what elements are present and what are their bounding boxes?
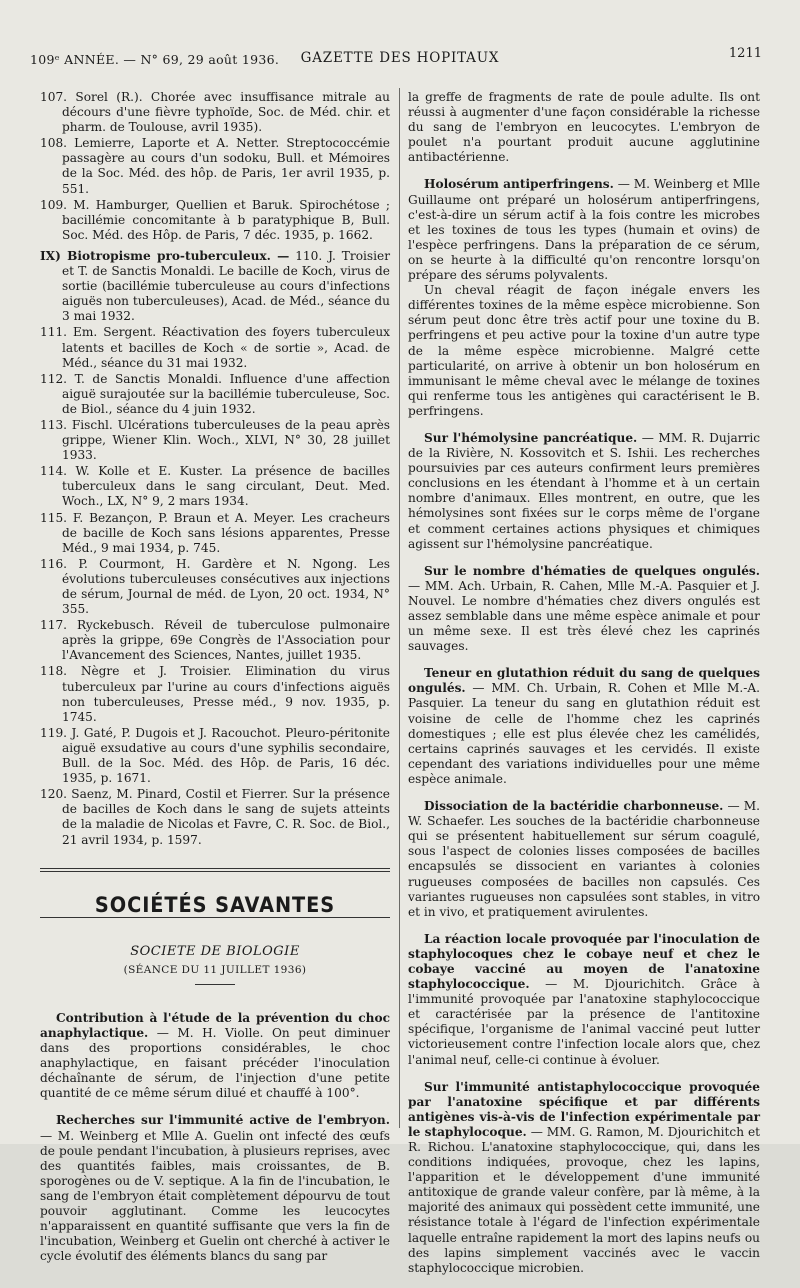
reference-item: 116. P. Courmont, H. Gardère et N. Ngong. Les évolutions tuberculeuses consécutives aux injections de sérum, Journal de méd. de Lyon, 20 oct. 1934, N° 355.	[40, 556, 390, 617]
reference-list-b	[40, 325, 390, 847]
section-title: SOCIÉTÉS SAVANTES	[94, 892, 336, 917]
abstract-paragraph	[408, 564, 760, 655]
abstract-paragraph	[408, 90, 760, 165]
reference-item: 113. Fischl. Ulcérations tuberculeuses de la peau après grippe, Wiener Klin. Woch., XLVI, N° 30, 28 juillet 1933.	[40, 417, 390, 463]
abstract-title: Sur l'hémolysine pancréatique.	[424, 430, 638, 445]
abstract-text: — MM. Ch. Urbain, R. Cohen et Mlle M.-A. Pasquier. La teneur du sang en glutathion réduit est voisine de celle de l'homme chez les caprinés domestiques ; elle est plus élevée chez les camélidés, certains caprinés sauvages et les cervidés. Il existe cependant des variations individuelles pour une même espèce animale.	[408, 681, 760, 786]
seance-date: (SÉANCE DU 11 JUILLET 1936)	[123, 963, 307, 976]
page-header	[30, 42, 770, 72]
column-divider	[399, 88, 400, 1128]
abstract-title: Teneur en glutathion réduit du sang de quelques ongulés.	[408, 666, 760, 696]
abstract-paragraph	[408, 932, 760, 1068]
abstract-text: — M. Weinberg et Mlle Guillaume ont préparé un holosérum antiperfringens, c'est-à-dire un sérum actif à la fois contre les microbes et les toxines de tous les types (humain et ovins) de l'espèce perfringens. Dans la préparation de ce sérum, on se heurte à la difficulté qu'on rencontre lorsqu'on prépare des sérums polyvalents.	[408, 177, 760, 283]
abstract-text: — M. H. Violle. On peut diminuer dans des proportions considérables, le choc anaphylactique, en faisant précéder l'inoculation déchaînante de sérum, de l'injection d'une petite quantité de ce même sérum dilué et chauffé à 100°.	[40, 1025, 390, 1101]
reference-item: 114. W. Kolle et E. Kuster. La présence de bacilles tuberculeux dans le sang circulant, Deut. Med. Woch., LX, N° 9, 2 mars 1934.	[40, 464, 390, 509]
abstract-paragraph	[408, 1080, 760, 1276]
abstract-text: — MM. Ach. Urbain, R. Cahen, Mlle M.-A. Pasquier et J. Nouvel. Le nombre d'hématies chez divers ongulés est assez semblable dans une même espèce animale et pour un même sexe. Il est très élevé chez les caprinés sauvages.	[408, 578, 760, 654]
abstract-title: Dissociation de la bactéridie charbonneuse.	[424, 799, 724, 814]
reference-item: 118. Nègre et J. Troisier. Elimination du virus tuberculeux par l'urine au cours d'infections aiguës non tuberculeuses, Presse méd., 9 nov. 1935, p. 1745.	[40, 664, 390, 724]
abstract-paragraph	[408, 799, 760, 920]
abstract-title: Contribution à l'étude de la prévention du choc anaphylactique.	[40, 1010, 390, 1040]
abstract-title: Sur le nombre d'hématies de quelques ongulés.	[424, 563, 760, 578]
reference-item: 119. J. Gaté, P. Dugois et J. Racouchot. Pleuro-péritonite aiguë exsudative au cours d'une syphilis secondaire, Bull. de la Soc. Méd. des Hôp. de Paris, 16 déc. 1935, p. 1671.	[40, 725, 390, 786]
society-name: SOCIETE DE BIOLOGIE	[130, 943, 300, 959]
abstract-paragraph	[40, 1011, 390, 1102]
reference-item: 111. Em. Sergent. Réactivation des foyers tuberculeux latents et bacilles de Koch « de sortie », Acad. de Méd., séance du 31 mai 1932.	[40, 325, 390, 370]
reference-item: 107. Sorel (R.). Chorée avec insuffisance mitrale au décours d'une fièvre typhoïde, Soc. de Méd. chir. et pharm. de Toulouse, avril 1935).	[40, 90, 390, 135]
right-column	[408, 90, 760, 1288]
left-column	[40, 90, 390, 1276]
reference-item: 120. Saenz, M. Pinard, Costil et Fierrer. Sur la présence de bacilles de Koch dans le sang de sujets atteints de la maladie de Nicolas et Favre, C. R. Soc. de Biol., 21 avril 1934, p. 1597.	[40, 787, 390, 847]
abstract-title: Recherches sur l'immunité active de l'embryon.	[56, 1113, 390, 1128]
reference-item: 108. Lemierre, Laporte et A. Netter. Streptococcémie passagère au cours d'un sodoku, Bull. et Mémoires de la Soc. Méd. des hôp. de Paris, 1er avril 1935, p. 551.	[40, 136, 390, 196]
abstract-text: — M. Djourichitch. Grâce à l'immunité provoquée par l'anatoxine staphylococcique et caractérisée par la présence de l'antitoxine spécifique, l'organisme de l'animal vacciné peut lutter victorieusement contre l'infection locale alors que, chez l'animal neuf, celle-ci continue à évoluer.	[408, 977, 760, 1067]
reference-item: 109. M. Hamburger, Quellien et Baruk. Spirochétose ; bacillémie concomitante à b paratyphique B, Bull. Soc. Méd. des Hôp. de Paris, 7 déc. 1935, p. 1662.	[40, 197, 390, 242]
page-number: 1211	[728, 46, 762, 61]
double-rule	[40, 868, 390, 872]
abstract-text: — M. W. Schaefer. Les souches de la bactéridie charbonneuse qui se présentent habituellement sur sérum coagulé, sous l'aspect de colonies lisses composées de bacilles encapsulés se dissocient en variantes à colonies rugueuses composées de bacilles non capsulés. Ces variantes rugueuses non capsulées sont stables, in vitro et in vivo, et pratiquement avirulentes.	[408, 799, 760, 919]
reference-item: 115. F. Bezançon, P. Braun et A. Meyer. Les cracheurs de bacille de Koch sans lésions apparentes, Presse Méd., 9 mai 1934, p. 745.	[40, 510, 390, 555]
abstract-text: la greffe de fragments de rate de poule adulte. Ils ont réussi à augmenter d'une façon considérable la richesse du sang de l'embryon en leucocytes. L'embryon de poulet n'a pourtant produit aucune agglutinine antibactérienne.	[408, 90, 760, 165]
abstract-text: — MM. G. Ramon, M. Djourichitch et R. Richou. L'anatoxine staphylococcique, qui, dans les conditions indiquées, provoque, chez les lapins, l'apparition et le développement d'une immunité antitoxique de grande valeur confère, par là même, à la majorité des animaux qui possèdent cette immunité, une résistance totale à l'égard de l'infection expérimentale laquelle entraîne rapidement la mort des lapins neufs ou des lapins simplement vaccinés avec le vaccin staphylococcique microbien.	[408, 1124, 761, 1275]
reference-item: 117. Ryckebusch. Réveil de tuberculose pulmonaire après la grippe, 69e Congrès de l'Association pour l'Avancement des Sciences, Nantes, juillet 1935.	[40, 618, 390, 663]
abstract-paragraph	[408, 666, 760, 787]
abstract-paragraph	[408, 177, 760, 283]
section-ix-title: IX) Biotropisme pro-tuberculeux. —	[40, 248, 290, 263]
abstract-paragraph	[408, 283, 760, 419]
reference-item: 112. T. de Sanctis Monaldi. Influence d'une affection aiguë surajoutée sur la bacillémie tuberculeuse, Soc. de Biol., séance du 4 juin 1932.	[40, 371, 390, 416]
abstract-title: Sur l'immunité antistaphylococcique provoquée par l'anatoxine spécifique et par différents antigènes vis-à-vis de l'infection expérimentale par le staphylocoque.	[408, 1079, 760, 1139]
abstract-text: — MM. R. Dujarric de la Rivière, N. Kossovitch et S. Ishii. Les recherches poursuivies par ces auteurs confirment leurs premières conclusions en les étendant à l'homme et à un certain nombre d'animaux. Elles montrent, en outre, que les hémolysines sont fixées sur le corps même de l'organe et comment certaines actions physiques et chimiques agissent sur l'hémolysine pancréatique.	[408, 430, 760, 551]
issue-info: 109ᵉ ANNÉE. — N° 69, 29 août 1936.	[30, 52, 280, 67]
title-rule	[40, 917, 390, 918]
abstract-text: Un cheval réagit de façon inégale envers les différentes toxines de la même espèce microbienne. Son sérum peut donc être très actif pour une toxine du B. perfringens et peu active pour la toxine d'un autre type de la même espèce microbienne. Malgré cette particularité, on arrive à obtenir un bon holosérum en immunisant le même cheval avec le mélange de toxines qui renferme tous les antigènes qui caractérisent le B. perfringens.	[408, 283, 760, 418]
abstract-title: Holosérum antiperfringens.	[424, 177, 614, 192]
reference-list-a	[40, 90, 390, 243]
abstract-paragraph	[40, 1113, 390, 1264]
section-ix-text: 110. J. Troisier et T. de Sanctis Monaldi. Le bacille de Koch, virus de sortie (bacillémie tuberculeuse au cours d'infections aiguës non tuberculeuses), Acad. de Méd., séance du 3 mai 1932.	[62, 248, 390, 324]
short-rule	[195, 984, 235, 985]
abstract-title: La réaction locale provoquée par l'inoculation de staphylocoques chez le cobaye neuf et chez le cobaye vacciné au moyen de l'anatoxine staphylococcique.	[408, 931, 760, 992]
section-ix	[40, 249, 390, 324]
journal-title: GAZETTE DES HOPITAUX	[300, 50, 500, 66]
abstract-text: — M. Weinberg et Mlle A. Guelin ont infecté des œufs de poule pendant l'incubation, à plusieurs reprises, avec des quantités faibles, mais croissantes, de B. sporogènes ou de V. septique. A la fin de l'incubation, le sang de l'embryon était complètement dépourvu de tout pouvoir agglutinant. Comme les leucocytes n'apparaissent en quantité suffisante que vers la fin de l'incubation, Weinberg et Guelin ont cherché à activer le cycle évolutif des éléments blancs du sang par	[40, 1128, 390, 1264]
abstract-paragraph	[408, 431, 760, 552]
